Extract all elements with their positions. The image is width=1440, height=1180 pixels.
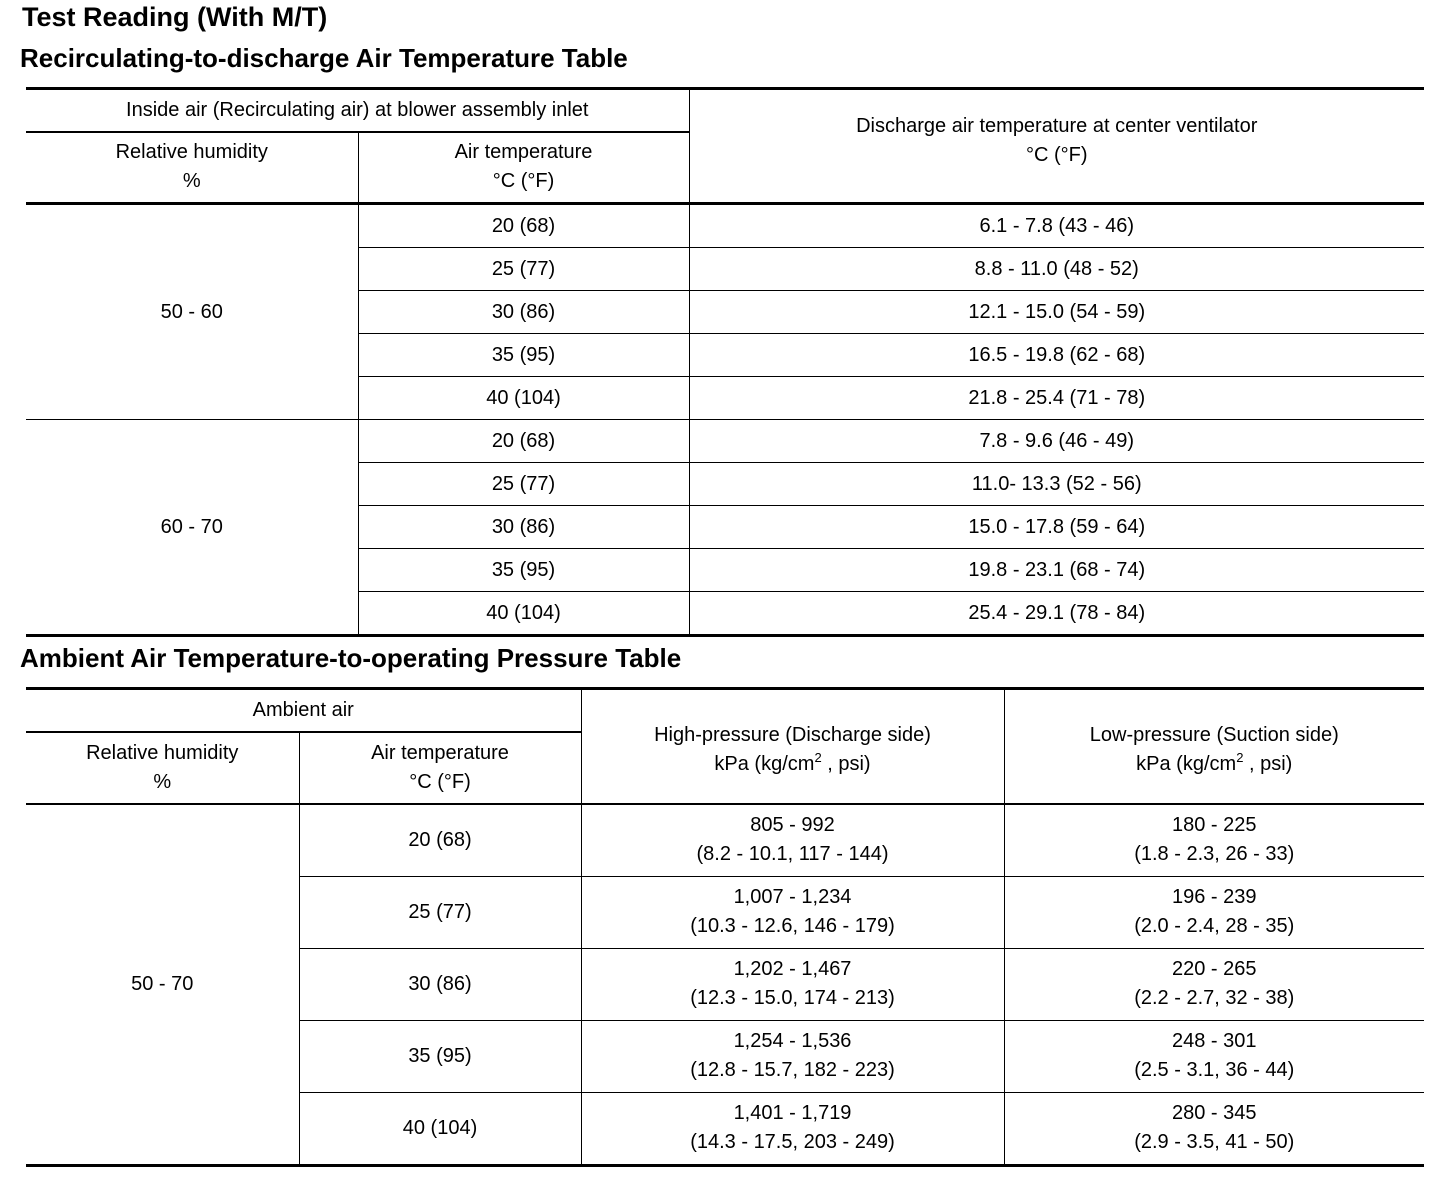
high-pressure-primary: 805 - 992 (750, 814, 835, 836)
air-temp-label: Air temperature (454, 141, 593, 164)
ambient-pressure-table (26, 687, 1424, 1167)
air-temp-cell: 20 (68) (358, 420, 689, 463)
high-pressure-primary: 1,401 - 1,719 (733, 1102, 852, 1124)
air-temp-cell: 30 (86) (358, 506, 689, 549)
low-pressure-secondary: (2.2 - 2.7, 32 - 38) (1134, 987, 1295, 1009)
air-temp-header (299, 732, 581, 804)
humidity-cell: 50 - 60 (160, 300, 223, 323)
low-pressure-primary: 180 - 225 (1171, 814, 1257, 836)
high-pressure-cell (581, 1092, 1004, 1165)
air-temp-cell: 40 (104) (358, 592, 689, 636)
high-pressure-cell (581, 804, 1004, 877)
air-temp-cell: 25 (77) (299, 876, 581, 948)
discharge-temp-cell: 21.8 - 25.4 (71 - 78) (689, 377, 1424, 420)
humidity-unit: % (182, 170, 201, 193)
discharge-temp-cell: 16.5 - 19.8 (62 - 68) (689, 334, 1424, 377)
high-pressure-header (581, 689, 1004, 804)
air-temp-cell: 20 (68) (299, 804, 581, 877)
low-pressure-cell (1004, 948, 1424, 1020)
high-pressure-unit: kPa ($kg/cm^2$ , psi) (714, 750, 871, 776)
low-pressure-label: Low-pressure (Suction side) (1089, 724, 1339, 747)
high-pressure-label: High-pressure (Discharge side) (654, 724, 931, 747)
air-temp-cell: 40 (104) (299, 1092, 581, 1165)
high-pressure-secondary: (12.3 - 15.0, 174 - 213) (690, 987, 895, 1009)
humidity-header (26, 132, 358, 204)
humidity-label: Relative humidity (86, 741, 239, 764)
air-temp-unit: °C (°F) (409, 770, 471, 793)
air-temp-header (358, 132, 689, 204)
high-pressure-secondary: (10.3 - 12.6, 146 - 179) (690, 915, 895, 937)
humidity-unit: % (153, 770, 172, 793)
table1-title: Recirculating-to-discharge Air Temperature Table (20, 43, 628, 73)
low-pressure-cell (1004, 804, 1424, 877)
air-temp-cell: 40 (104) (358, 377, 689, 420)
high-pressure-primary: 1,007 - 1,234 (733, 886, 852, 908)
low-pressure-secondary: (2.0 - 2.4, 28 - 35) (1134, 915, 1295, 937)
air-temp-cell: 30 (86) (358, 291, 689, 334)
table2-title: Ambient Air Temperature-to-operating Pressure Table (20, 643, 682, 673)
low-pressure-cell (1004, 876, 1424, 948)
table-row (26, 420, 1424, 463)
air-temp-cell: 35 (95) (299, 1020, 581, 1092)
air-temp-cell: 20 (68) (358, 204, 689, 248)
low-pressure-secondary: (2.9 - 3.5, 41 - 50) (1134, 1131, 1295, 1153)
low-pressure-cell (1004, 1020, 1424, 1092)
air-temp-cell: 25 (77) (358, 248, 689, 291)
air-temp-cell: 30 (86) (299, 948, 581, 1020)
low-pressure-primary: 196 - 239 (1171, 886, 1257, 908)
low-pressure-primary: 220 - 265 (1171, 958, 1257, 980)
discharge-temp-cell: 12.1 - 15.0 (54 - 59) (689, 291, 1424, 334)
discharge-temp-label: Discharge air temperature at center ventilator (856, 115, 1258, 137)
air-temp-cell: 25 (77) (358, 463, 689, 506)
high-pressure-cell (581, 876, 1004, 948)
inside-air-group-header: Inside air (Recirculating air) at blower assembly inlet (26, 89, 689, 132)
high-pressure-primary: 1,254 - 1,536 (733, 1030, 852, 1052)
discharge-temp-cell: 19.8 - 23.1 (68 - 74) (689, 549, 1424, 592)
low-pressure-primary: 280 - 345 (1171, 1102, 1257, 1124)
discharge-temp-cell: 15.0 - 17.8 (59 - 64) (689, 506, 1424, 549)
discharge-temp-unit: °C (°F) (1025, 144, 1088, 166)
low-pressure-unit: kPa ($kg/cm^2$ , psi) (1136, 750, 1293, 776)
low-pressure-primary: 248 - 301 (1171, 1030, 1257, 1052)
high-pressure-primary: 1,202 - 1,467 (733, 958, 852, 980)
discharge-temp-cell: 11.0- 13.3 (52 - 56) (689, 463, 1424, 506)
ambient-air-group-header: Ambient air (26, 689, 581, 732)
page-title: Test Reading (With M/T) (22, 2, 328, 32)
high-pressure-secondary: (8.2 - 10.1, 117 - 144) (696, 843, 889, 865)
humidity-header (26, 732, 299, 804)
discharge-temp-cell: 8.8 - 11.0 (48 - 52) (689, 248, 1424, 291)
air-temp-cell: 35 (95) (358, 549, 689, 592)
table-row (26, 804, 1424, 877)
air-temp-unit: °C (°F) (492, 170, 555, 193)
humidity-cell: 60 - 70 (26, 420, 358, 636)
discharge-temp-cell: 7.8 - 9.6 (46 - 49) (689, 420, 1424, 463)
humidity-label: Relative humidity (115, 141, 268, 164)
recirculating-discharge-table (26, 87, 1424, 637)
humidity-cell: 50 - 70 (131, 972, 194, 995)
air-temp-cell: 35 (95) (358, 334, 689, 377)
table-row (26, 204, 1424, 248)
low-pressure-cell (1004, 1092, 1424, 1165)
discharge-temp-cell: 6.1 - 7.8 (43 - 46) (689, 204, 1424, 248)
discharge-temp-cell: 25.4 - 29.1 (78 - 84) (689, 592, 1424, 636)
discharge-temp-header (689, 89, 1424, 204)
low-pressure-header (1004, 689, 1424, 804)
high-pressure-secondary: (12.8 - 15.7, 182 - 223) (690, 1059, 895, 1081)
high-pressure-secondary: (14.3 - 17.5, 203 - 249) (690, 1131, 895, 1153)
low-pressure-secondary: (1.8 - 2.3, 26 - 33) (1134, 843, 1295, 865)
high-pressure-cell (581, 948, 1004, 1020)
low-pressure-secondary: (2.5 - 3.1, 36 - 44) (1134, 1059, 1295, 1081)
high-pressure-cell (581, 1020, 1004, 1092)
air-temp-label: Air temperature (371, 741, 509, 764)
